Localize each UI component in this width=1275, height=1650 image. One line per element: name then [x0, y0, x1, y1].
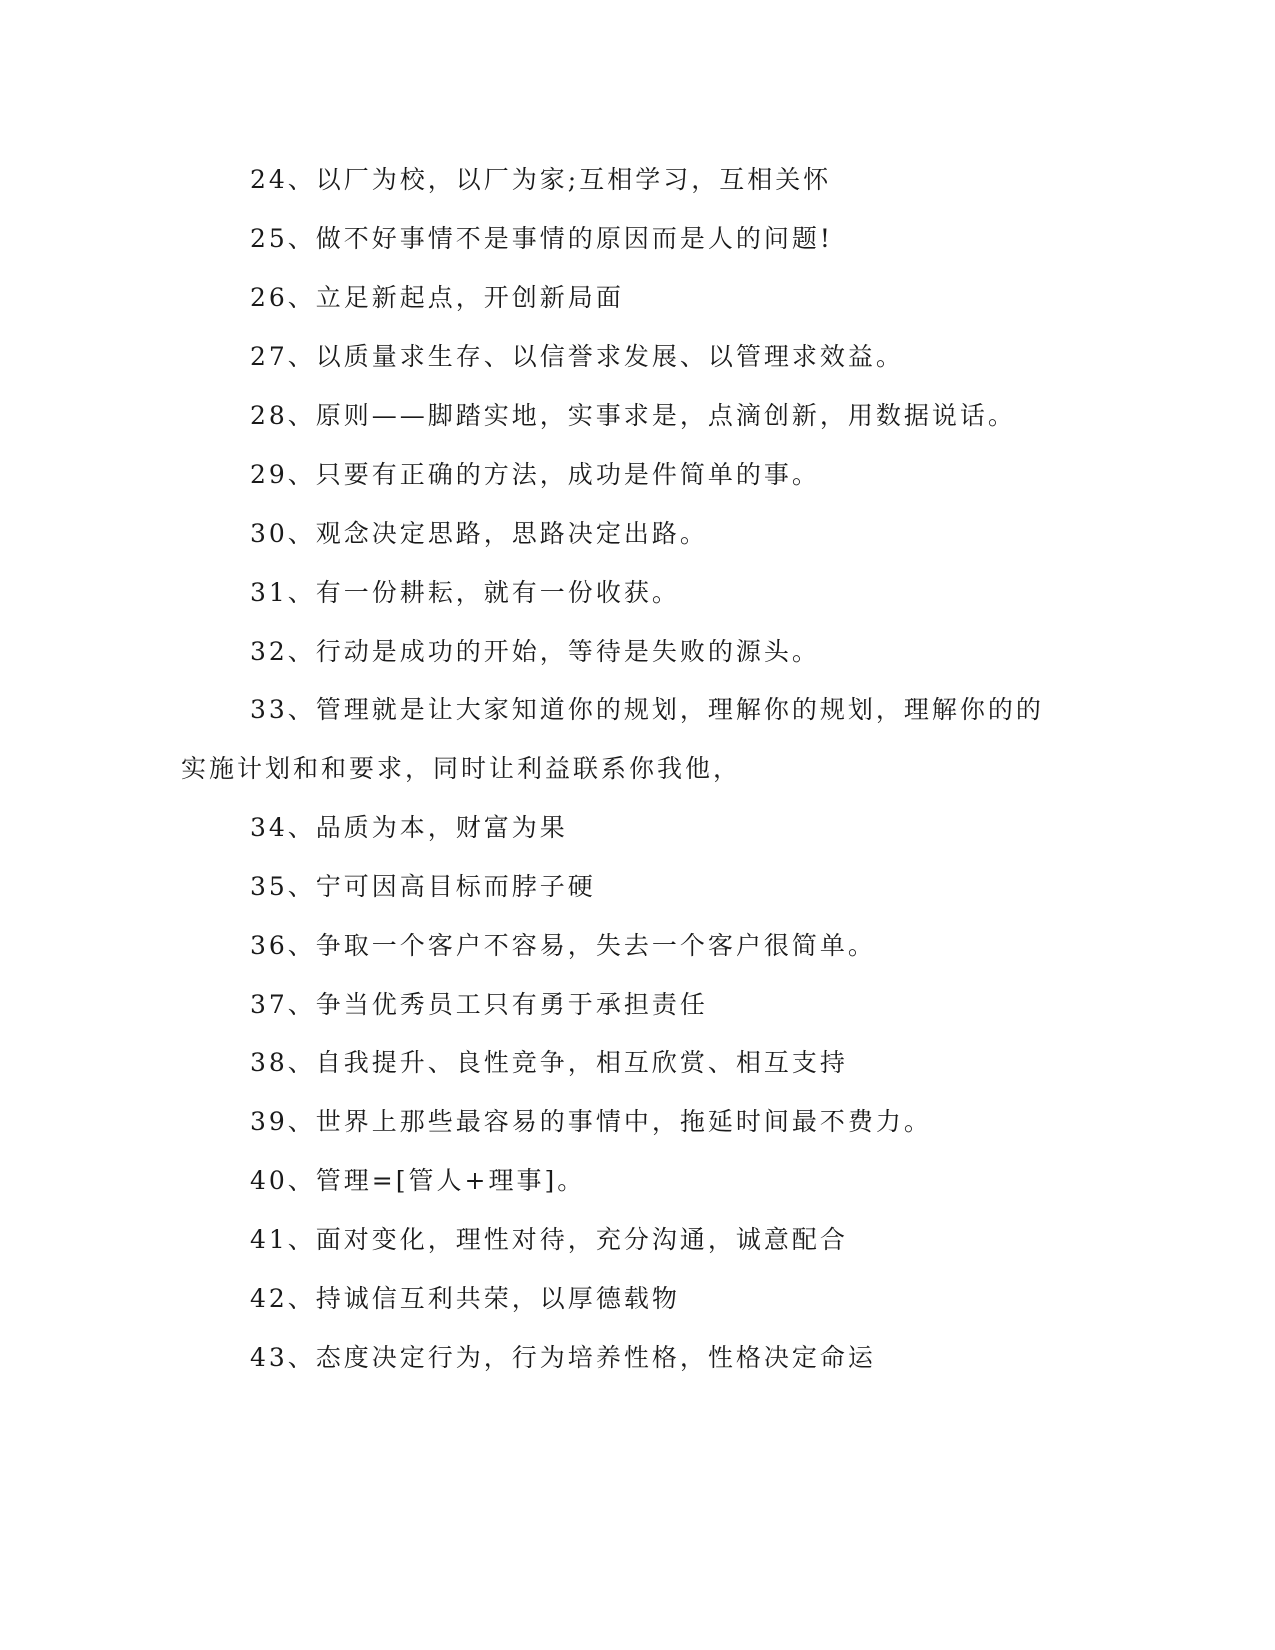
list-item-24: 24、以厂为校，以厂为家;互相学习，互相关怀 [250, 165, 832, 194]
list-item-29: 29、只要有正确的方法，成功是件简单的事。 [250, 460, 820, 489]
list-item-27: 27、以质量求生存、以信誉求发展、以管理求效益。 [250, 342, 904, 371]
list-item-43: 43、态度决定行为，行为培养性格，性格决定命运 [250, 1343, 876, 1372]
list-item-40: 40、管理=[管人+理事]。 [250, 1166, 586, 1195]
list-item-41: 41、面对变化，理性对待，充分沟通，诚意配合 [250, 1225, 848, 1254]
list-item-25: 25、做不好事情不是事情的原因而是人的问题! [250, 224, 833, 253]
list-item-35: 35、宁可因高目标而脖子硬 [250, 872, 596, 901]
list-item-39: 39、世界上那些最容易的事情中，拖延时间最不费力。 [250, 1107, 932, 1136]
list-item-36: 36、争取一个客户不容易，失去一个客户很简单。 [250, 931, 876, 960]
list-item-26: 26、立足新起点，开创新局面 [250, 283, 624, 312]
list-item-42: 42、持诚信互利共荣，以厚德载物 [250, 1284, 680, 1313]
list-item-34: 34、品质为本，财富为果 [250, 813, 568, 842]
list-item-30: 30、观念决定思路，思路决定出路。 [250, 519, 708, 548]
list-item-31: 31、有一份耕耘，就有一份收获。 [250, 578, 680, 607]
list-item-28: 28、原则——脚踏实地，实事求是，点滴创新，用数据说话。 [250, 401, 1016, 430]
list-item-33: 33、管理就是让大家知道你的规划，理解你的规划，理解你的的 [250, 695, 1044, 724]
list-item-37: 37、争当优秀员工只有勇于承担责任 [250, 990, 708, 1019]
list-item-38: 38、自我提升、良性竞争，相互欣赏、相互支持 [250, 1048, 848, 1077]
list-item-32: 32、行动是成功的开始，等待是失败的源头。 [250, 637, 820, 666]
list-item-33-continued: 实施计划和和要求，同时让利益联系你我他， [181, 754, 742, 783]
